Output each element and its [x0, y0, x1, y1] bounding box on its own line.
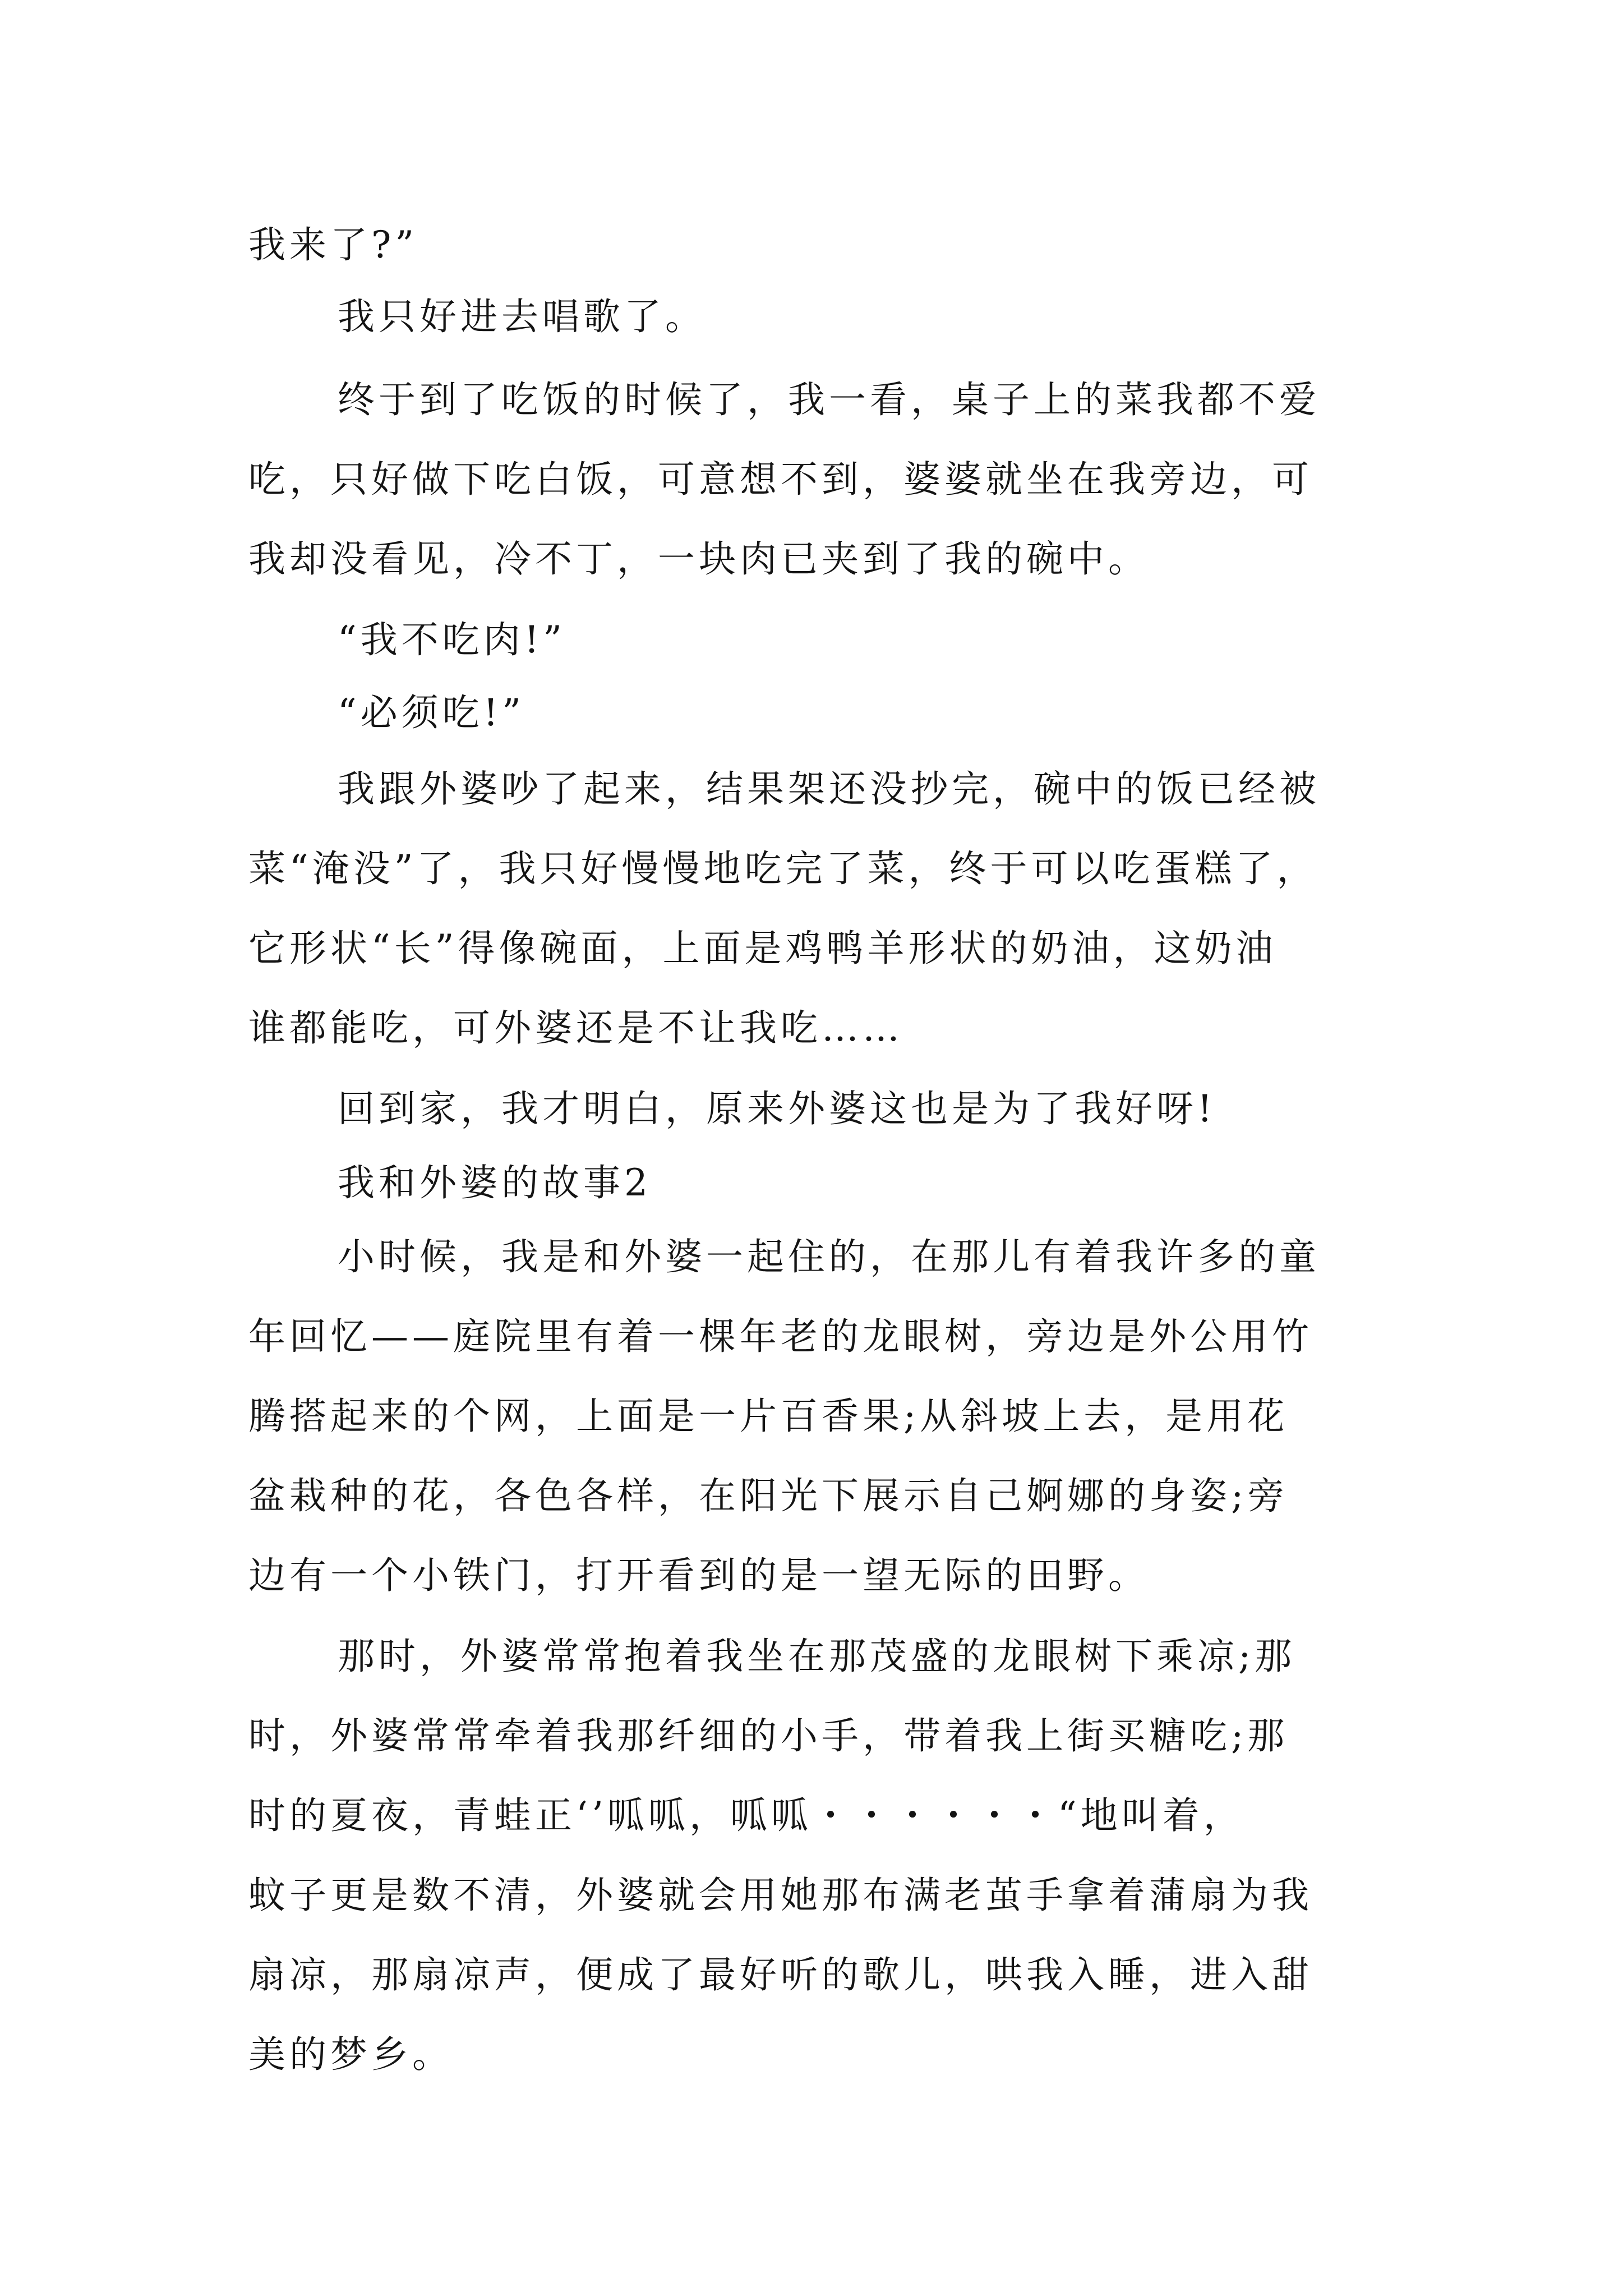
text-line: 终于到了吃饭的时候了，我一看，桌子上的菜我都不爱 — [338, 378, 1320, 421]
text-line: 腾搭起来的个网，上面是一片百香果;从斜坡上去，是用花 — [248, 1395, 1289, 1438]
text-line: 美的梦乡。 — [248, 2033, 453, 2076]
text-line: 扇凉，那扇凉声，便成了最好听的歌儿，哄我入睡，进入甜 — [248, 1953, 1313, 1996]
text-line: 那时，外婆常常抱着我坐在那茂盛的龙眼树下乘凉;那 — [338, 1635, 1296, 1678]
text-line: 它形状“长”得像碗面，上面是鸡鸭羊形状的奶油，这奶油 — [248, 927, 1277, 970]
text-line: “我不吃肉!” — [338, 618, 566, 661]
text-line: 回到家，我才明白，原来外婆这也是为了我好呀! — [338, 1087, 1216, 1130]
text-line: 我却没看见，冷不丁，一块肉已夹到了我的碗中。 — [248, 537, 1149, 581]
section-heading: 我和外婆的故事2 — [338, 1161, 652, 1204]
text-line: 小时候，我是和外婆一起住的，在那儿有着我许多的童 — [338, 1235, 1320, 1278]
text-line: 时的夏夜，青蛙正‘’呱呱，呱呱・・・・・・“地叫着， — [248, 1794, 1244, 1837]
text-line: 吃，只好做下吃白饭，可意想不到，婆婆就坐在我旁边，可 — [248, 458, 1313, 501]
text-line: 蚊子更是数不清，外婆就会用她那布满老茧手拿着蒲扇为我 — [248, 1874, 1313, 1917]
text-line: 我跟外婆吵了起来，结果架还没抄完，碗中的饭已经被 — [338, 767, 1320, 811]
text-line: 谁都能吃，可外婆还是不让我吃…… — [248, 1006, 903, 1050]
text-line: 盆栽种的花，各色各样，在阳光下展示自己婀娜的身姿;旁 — [248, 1474, 1289, 1517]
text-line: “必须吃!” — [338, 691, 525, 734]
text-line: 边有一个小铁门，打开看到的是一望无际的田野。 — [248, 1554, 1149, 1597]
text-line: 年回忆——庭院里有着一棵年老的龙眼树，旁边是外公用竹 — [248, 1315, 1313, 1358]
text-line: 时，外婆常常牵着我那纤细的小手，带着我上街买糖吃;那 — [248, 1714, 1289, 1757]
text-line: 我只好进去唱歌了。 — [338, 295, 706, 338]
text-line: 我来了?” — [248, 223, 418, 266]
text-line: 菜“淹没”了，我只好慢慢地吃完了菜，终于可以吃蛋糕了， — [248, 847, 1318, 890]
